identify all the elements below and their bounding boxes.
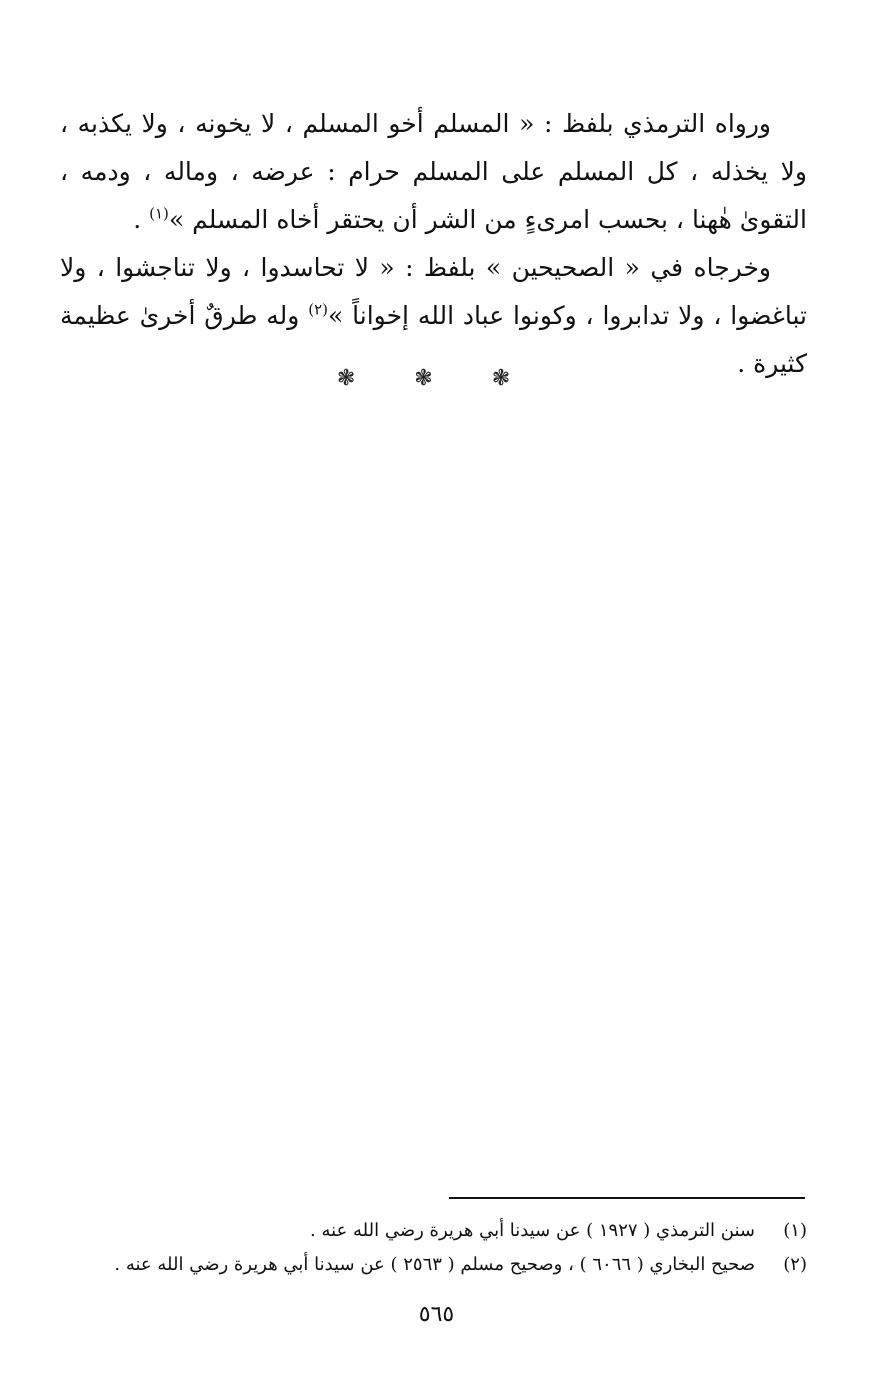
footnote-ref-2: (٢) xyxy=(308,300,328,319)
paragraph-1-tail: . xyxy=(133,205,150,234)
paragraph-1-text: ورواه الترمذي بلفظ : « المسلم أخو المسلم ، لا يخونه ، ولا يكذبه ، ولا يخذله ، كل المسلم على المسلم حرام : عرضه ، وماله ، ودمه ، التقوىٰ هٰهنا ، بحسب امرىءٍ من الشر أن يحتقر أخاه المسلم » xyxy=(60,109,807,234)
footnote-1-text: سنن الترمذي ( ١٩٢٧ ) عن سيدنا أبي هريرة رضي الله عنه . xyxy=(310,1220,755,1241)
footnote-2 xyxy=(60,1248,807,1282)
footnotes xyxy=(60,1214,807,1282)
page-number: ٥٦٥ xyxy=(418,1302,455,1327)
footnote-1 xyxy=(60,1214,807,1248)
paragraph-2-tail: وله طرقٌ أخرىٰ عظيمة كثيرة . xyxy=(60,301,807,378)
footnote-divider xyxy=(449,1197,805,1199)
main-text xyxy=(60,100,807,388)
footnote-1-number: (١) xyxy=(783,1220,807,1241)
section-separator: ❃ ❃ ❃ xyxy=(336,366,537,391)
footnote-ref-1: (١) xyxy=(149,204,169,223)
footnote-2-text: صحيح البخاري ( ٦٠٦٦ ) ، وصحيح مسلم ( ٢٥٦٣ ) عن سيدنا أبي هريرة رضي الله عنه . xyxy=(114,1254,755,1275)
footnote-2-number: (٢) xyxy=(783,1254,807,1275)
paragraph-1 xyxy=(60,100,807,244)
paragraph-2-text: وخرجاه في « الصحيحين » بلفظ : « لا تحاسدوا ، ولا تناجشوا ، ولا تباغضوا ، ولا تدابروا ، وكونوا عباد الله إخواناً » xyxy=(60,253,807,330)
